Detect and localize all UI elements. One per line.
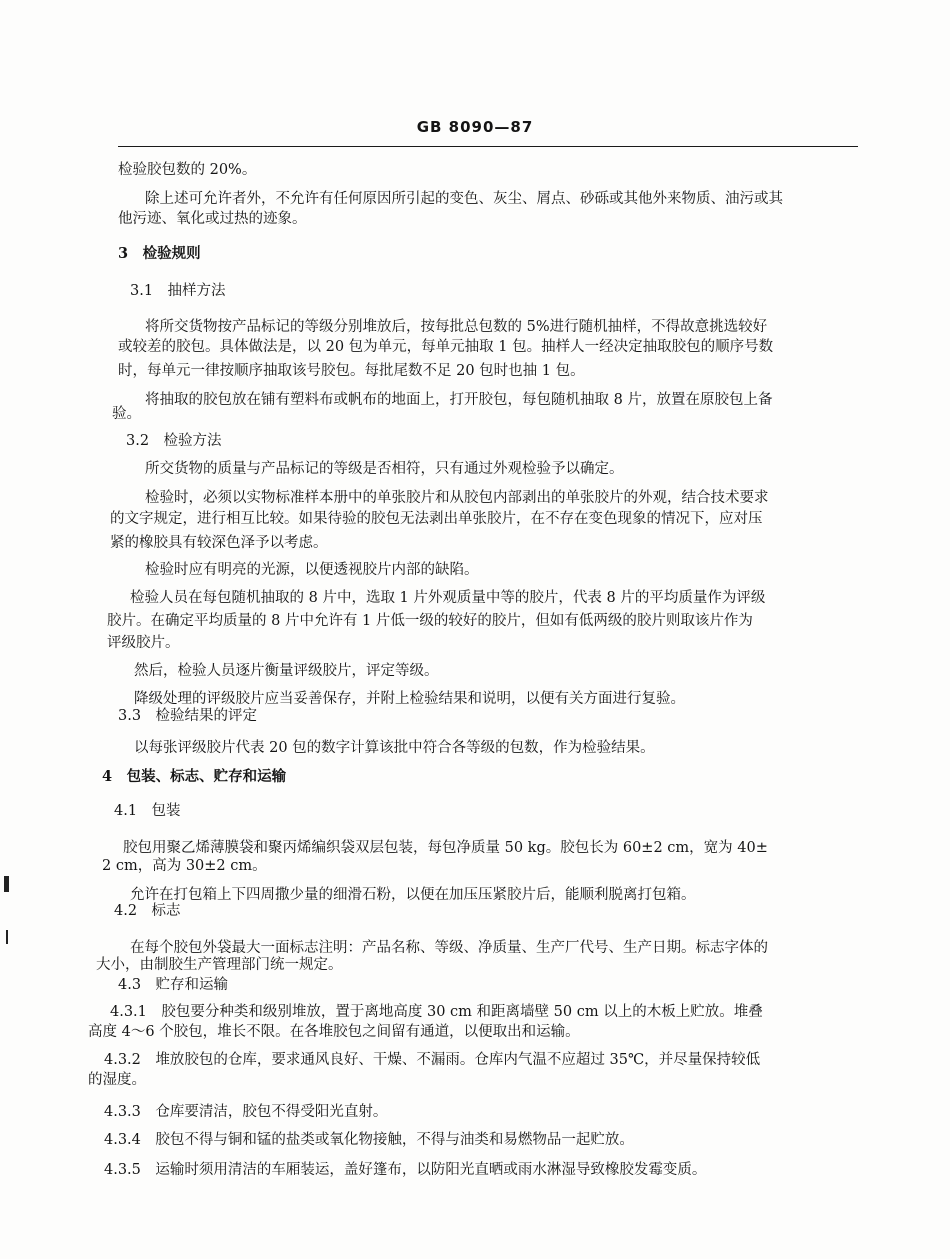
body-line: 允许在打包箱上下四周撒少量的细滑石粉，以便在加压压紧胶片后，能顺利脱离打包箱。 xyxy=(130,887,696,903)
body-line: 4.3.4 胶包不得与铜和锰的盐类或氧化物接触，不得与油类和易燃物品一起贮放。 xyxy=(104,1132,634,1148)
body-line: 4.3.5 运输时须用清洁的车厢装运，盖好篷布，以防阳光直晒或雨水淋湿导致橡胶发霉变质。 xyxy=(104,1162,707,1178)
section-heading: 3 检验规则 xyxy=(118,245,201,262)
scan-watermark xyxy=(904,8,944,44)
body-line: 或较差的胶包。具体做法是，以 20 包为单元，每单元抽取 1 包。抽样人一经决定抽取胶包的顺序号数 xyxy=(118,339,774,355)
body-line: 紧的橡胶具有较深色泽予以考虑。 xyxy=(110,535,328,551)
subsection-heading: 3.1 抽样方法 xyxy=(130,283,226,299)
standard-code-header: GB 8090—87 xyxy=(416,118,534,136)
body-line: 检验时，必须以实物标准样本册中的单张胶片和从胶包内部剥出的单张胶片的外观，结合技术要求 xyxy=(145,490,769,506)
header-divider xyxy=(118,146,858,147)
subsection-heading: 4.3 贮存和运输 xyxy=(118,977,229,993)
body-line: 4.3.2 堆放胶包的仓库，要求通风良好、干燥、不漏雨。仓库内气温不应超过 35℃，并尽量保持较低 xyxy=(104,1052,761,1068)
subsection-heading: 4.2 标志 xyxy=(114,903,181,919)
body-line: 的文字规定，进行相互比较。如果待验的胶包无法剥出单张胶片，在不存在变色现象的情况下，应对压 xyxy=(110,511,763,527)
body-line: 评级胶片。 xyxy=(107,635,180,651)
body-line: 4.3.1 胶包要分种类和级别堆放，置于离地高度 30 cm 和距离墙壁 50 cm 以上的木板上贮放。堆叠 xyxy=(110,1004,763,1020)
body-line: 在每个胶包外袋最大一面标志注明：产品名称、等级、净质量、生产厂代号、生产日期。标志字体的 xyxy=(130,940,768,956)
body-line: 的湿度。 xyxy=(88,1072,146,1088)
body-line: 大小，由制胶生产管理部门统一规定。 xyxy=(96,957,343,973)
body-line: 他污迹、氧化或过热的迹象。 xyxy=(118,211,307,227)
body-line: 以每张评级胶片代表 20 包的数字计算该批中符合各等级的包数，作为检验结果。 xyxy=(134,740,655,756)
body-line: 所交货物的质量与产品标记的等级是否相符，只有通过外观检验予以确定。 xyxy=(145,461,624,477)
subsection-heading: 3.3 检验结果的评定 xyxy=(118,708,258,724)
scan-margin-mark xyxy=(6,930,8,944)
subsection-heading: 4.1 包装 xyxy=(114,803,181,819)
body-line: 高度 4～6 个胶包，堆长不限。在各堆胶包之间留有通道，以便取出和运输。 xyxy=(88,1024,580,1040)
section-heading: 4 包装、标志、贮存和运输 xyxy=(102,768,287,785)
subsection-heading: 3.2 检验方法 xyxy=(126,433,222,449)
body-line: 将抽取的胶包放在铺有塑料布或帆布的地面上，打开胶包，每包随机抽取 8 片，放置在原胶包上备 xyxy=(145,392,773,408)
scan-margin-mark xyxy=(4,876,9,892)
body-line: 检验时应有明亮的光源，以便透视胶片内部的缺陷。 xyxy=(145,562,479,578)
body-line: 然后，检验人员逐片衡量评级胶片，评定等级。 xyxy=(134,663,439,679)
body-line: 胶片。在确定平均质量的 8 片中允许有 1 片低一级的较好的胶片，但如有低两级的胶片则取该片作为 xyxy=(107,613,753,629)
body-line: 将所交货物按产品标记的等级分别堆放后，按每批总包数的 5%进行随机抽样，不得故意挑选较好 xyxy=(145,319,768,335)
body-line: 4.3.3 仓库要清洁，胶包不得受阳光直射。 xyxy=(104,1104,388,1120)
body-line: 时，每单元一律按顺序抽取该号胶包。每批尾数不足 20 包时也抽 1 包。 xyxy=(118,363,585,379)
body-line: 除上述可允许者外，不允许有任何原因所引起的变色、灰尘、屑点、砂砾或其他外来物质、油污或其 xyxy=(145,191,783,207)
body-line: 检验人员在每包随机抽取的 8 片中，选取 1 片外观质量中等的胶片，代表 8 片的平均质量作为评级 xyxy=(130,590,766,606)
body-line: 检验胶包数的 20%。 xyxy=(118,162,257,178)
body-line: 2 cm，高为 30±2 cm。 xyxy=(102,858,267,874)
body-line: 验。 xyxy=(112,406,141,422)
body-line: 降级处理的评级胶片应当妥善保存，并附上检验结果和说明，以便有关方面进行复验。 xyxy=(134,691,685,707)
body-line: 胶包用聚乙烯薄膜袋和聚丙烯编织袋双层包装，每包净质量 50 kg。胶包长为 60±2 cm，宽为 40± xyxy=(123,840,768,856)
